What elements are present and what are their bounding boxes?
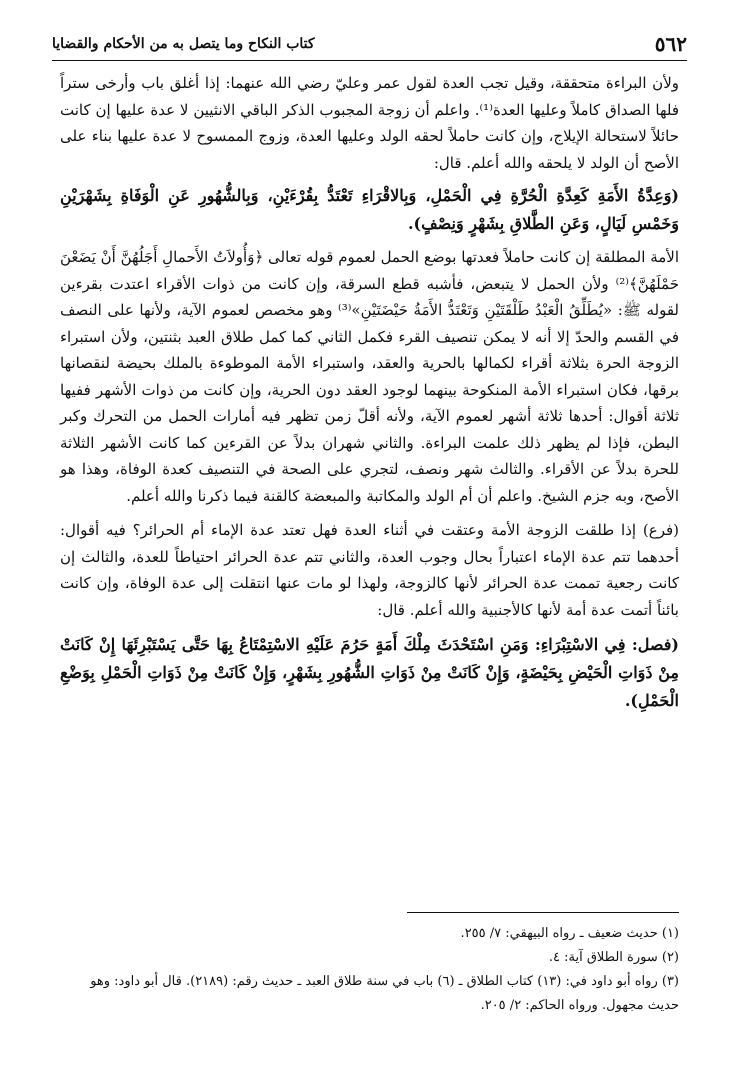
- footnote-2: (٢) سورة الطلاق آية: ٤.: [548, 950, 679, 965]
- paragraph-3: (فرع) إذا طلقت الزوجة الأمة وعتقت في أثناء العدة فهل تعتد عدة الإماء أم الحرائر؟ فيه أقوال: أحدهما تتم عدة الإماء اعتباراً بحال وجوب العدة، والثاني تتم عدة الحرائر احتياطاً للعدة، والثالث إن كانت رجعية تممت عدة الحرائر لأنها كالزوجة، ولهذا لو مات عنها انتقلت إلى عدة الوفاة، وإن كانت بائناً أتمت عدة أمة لأنها كالأجنبية والله أعلم. قال:: [60, 521, 679, 619]
- footnote-divider: [407, 912, 679, 913]
- matn-paragraph-1: (وَعِدَّةُ الأَمَةِ كَعِدَّةِ الْحُرَّةِ فِي الْحَمْلِ، وَبِالاقْرَاءِ تَعْتَدُّ بِقُرْءَيْنِ، وَبِالشُّهُورِ عَنِ الْوَفَاةِ بِشَهْرَيْنِ وَخَمْسِ لَيَالٍ، وَعَنِ الطَّلاقِ بِشَهْرٍ وَنِصْفٍ).: [60, 186, 679, 233]
- footnotes: [60, 922, 679, 1018]
- footnote-3: (٣) رواه أبو داود في: (١٣) كتاب الطلاق ـ (٦) باب في سنة طلاق العبد ـ حديث رقم: (٢١٨٩). قال أبو داود: وهو حديث مجهول. ورواه الحاكم: ٢/ ٢٠٥.: [90, 974, 679, 1013]
- matn-paragraph-2: (فصل: فِي الاسْتِبْرَاءِ: وَمَنِ اسْتَحْدَثَ مِلْكَ أَمَةٍ حَرُمَ عَلَيْهِ الاسْتِمْتَاعُ بِهَا حَتَّى يَسْتَبْرِئَهَا إِنْ كَانَتْ مِنْ ذَوَاتِ الْحَيْضِ بِحَيْضَةٍ، وَإِنْ كَانَتْ مِنْ ذَوَاتِ الشُّهُورِ بِشَهْرٍ، وَإِنْ كَانَتْ مِنْ ذَوَاتِ الْحَمْلِ بِوَضْعِ الْحَمْلِ).: [60, 635, 680, 710]
- footnote-1: (١) حديث ضعيف ـ رواه البيهقي: ٧/ ٢٥٥.: [460, 926, 679, 941]
- paragraph-1: ولأن البراءة متحققة، وقيل تجب العدة لقول عمر وعليّ رضي الله عنهما: إذا أغلق باب وأرخى ستراً فلها الصداق كاملاً وعليها العدة⁽¹⁾. واعلم أن زوجة المجبوب الذكر الباقي الانثيين لا عدة عليها إن كانت حائلاً لاستحالة الإيلاج، وإن كانت حاملاً لحقه الولد وعليها العدة، وزوج الممسوح لا عدة عليها بناء على الأصح أن الولد لا يلحقه والله أعلم. قال:: [60, 74, 679, 172]
- running-header: [52, 30, 687, 61]
- main-text: [60, 70, 679, 721]
- page-number: ٥٦٢: [654, 32, 687, 56]
- book-title: كتاب النكاح وما يتصل به من الأحكام والقضايا: [52, 36, 315, 52]
- paragraph-2: الأمة المطلقة إن كانت حاملاً فعدتها بوضع الحمل لعموم قوله تعالى ﴿وَأُولاَتُ الأَحمالِ أَجَلُهُنَّ أَنْ يَضَعْنَ حَمْلَهُنَّ﴾⁽²⁾ ولأن الحمل لا يتبعض، فأشبه قطع السرقة، وإن كانت من ذوات الأقراء اعتدت بقرءين لقوله ﷺ: «يُطَلِّقُ الْعَبْدُ طَلْقَتَيْنِ وَتَعْتَدُّ الأَمَةُ حَيْضَتَيْنِ»⁽³⁾ وهو مخصص لعموم الآية، ولأنها على النصف في القسم والحدّ إلا أنه لا يمكن تنصيف القرء فكمل الثاني كما كمل طلاق العبد بثنتين، ولأن استبراء الزوجة الحرة بثلاثة أقراء لكمالها بالحرية والعقد، واستبراء الأمة الموطوءة بالملك بحيضة لنقصانها برقها، فكان استبراء الأمة المنكوحة بينهما لوجود العقد دون الحرية، وإن كانت من ذوات الأشهر ففيها ثلاثة أقوال: أحدها ثلاثة أشهر لعموم الآية، ولأنه أقلّ زمن تظهر فيه أمارات الحمل من التحرك وكبر البطن، فإذا لم يظهر ذلك علمت البراءة. والثاني شهران بدلاً عن القرءين كما كانت الأشهر الثلاثة للحرة بدلاً عن الأقراء. والثالث شهر ونصف، لتجري على الصحة في التنصيف كعدة الوفاة، وهذا هو الأصح، وبه جزم الشيخ. واعلم أن أم الولد والمكاتبة والمبعضة كالقنة فيما ذكرنا والله أعلم.: [60, 248, 679, 505]
